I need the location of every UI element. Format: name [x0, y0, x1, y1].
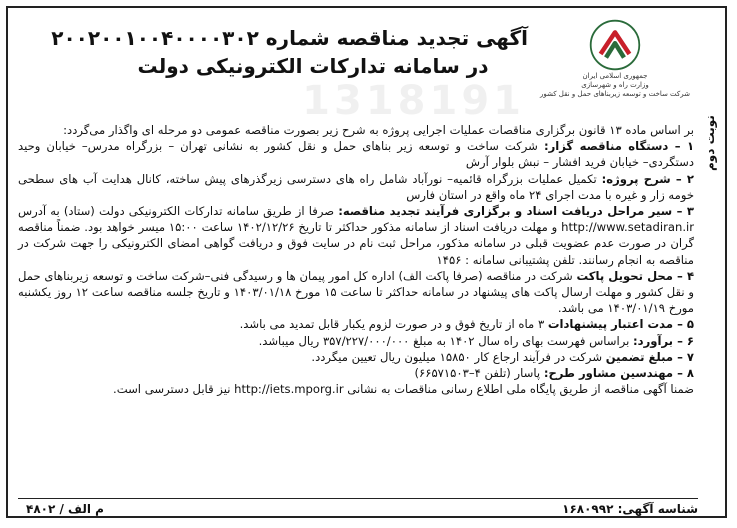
intro-paragraph: بر اساس ماده ۱۳ قانون برگزاری مناقصات عملیات اجرایی پروژه به شرح زیر بصورت مناقصه عمومی دو مرحله ای واگذار می‌گردد: — [63, 123, 694, 137]
logo-text-1: جمهوری اسلامی ایران — [582, 72, 648, 80]
iets-url-link[interactable]: http://iets.mporg.ir — [234, 382, 344, 397]
ministry-logo — [540, 18, 690, 118]
item-4 — [18, 268, 694, 317]
ad-body — [18, 122, 694, 397]
item-6-label: ۶ – برآورد: — [633, 333, 694, 348]
item-2-label: ۲ – شرح پروژه: — [601, 171, 694, 186]
logo-text-3: شرکت ساخت و توسعه زیربناهای حمل و نقل کشور — [540, 90, 690, 98]
item-1-text: شرکت ساخت و توسعه زیر بناهای حمل و نقل کشور به نشانی تهران – بزرگراه مدرس– خیابان وحید دستگردی– خیابان فرید افشار – نبش بلوار آرش — [18, 139, 694, 170]
item-1 — [18, 138, 694, 170]
item-3-text-before: صرفا از طریق سامانه تدارکات الکترونیکی دولت (ستاد) به آدرس — [18, 204, 335, 219]
item-5-text: ۳ ماه از تاریخ فوق و در صورت لزوم یکبار قابل تمدید می باشد. — [239, 317, 545, 332]
ad-footer — [18, 502, 698, 516]
ad-id: شناسه آگهی: ۱۶۸۰۹۹۲ — [562, 502, 698, 516]
ad-title-line1: آگهی تجدید مناقصه شماره ۲۰۰۲۰۰۱۰۰۴۰۰۰۰۳۰۲ — [51, 26, 528, 50]
setad-url-link[interactable]: http://www.setadiran.ir — [561, 220, 694, 235]
arrow-road-logo-icon — [588, 18, 642, 72]
ad-title-line2: در سامانه تدارکات الکترونیکی دولت — [137, 54, 489, 78]
item-7 — [18, 349, 694, 365]
item-2-text: تکمیل عملیات بزرگراه قائمیه– نورآباد شامل راه های دسترسی زیرگذرهای پیش ساخته، کانال هدایت آب های سطحی خومه زار و غیره با مدت اجرای ۲۴ ماه واقع در استان فارس — [18, 171, 694, 202]
item-4-text: شرکت در مناقصه (صرفا پاکت الف) اداره کل امور پیمان ها و رسیدگی فنی–شرکت ساخت و توسعه زیربناهای حمل و نقل کشور و مهلت ارسال پاکت های پیشنهاد در سامانه حداکثر تا ساعت ۱۵ مورخ ۱۴۰۳/۰۱/۱۸ و تاریخ جلسه مناقصه ساعت ۱۲ روز یکشنبه مورخ ۱۴۰۳/۰۱/۱۹ می باشد. — [18, 268, 694, 316]
item-5-label: ۵ – مدت اعتبار پیشنهادات — [547, 317, 694, 332]
item-6 — [18, 333, 694, 349]
ad-header — [51, 24, 528, 80]
item-3-label: ۳ – سیر مراحل دریافت اسناد و برگزاری فرآیند تجدید مناقصه: — [338, 204, 694, 219]
item-1-label: ۱ – دستگاه مناقصه گزار: — [543, 139, 695, 154]
item-8-label: ۸ – مهندسین مشاور طرح: — [543, 366, 694, 381]
ad-content — [18, 14, 698, 516]
item-8 — [18, 365, 694, 381]
item-6-text: براساس فهرست بهای راه سال ۱۴۰۲ به مبلغ ۳۵۷/۲۲۷/۰۰۰/۰۰۰ ریال میباشد. — [258, 333, 630, 348]
logo-text-2: وزارت راه و شهرسازی — [581, 81, 649, 89]
item-7-label: ۷ – مبلغ تضمین — [605, 349, 694, 364]
closing-paragraph — [18, 381, 694, 397]
item-8-text: پاسار (تلفن ۴–۶۶۵۷۱۵۰۳) — [414, 366, 541, 381]
item-4-label: ۴ – محل تحویل پاکت — [576, 268, 695, 283]
item-5 — [18, 316, 694, 332]
item-3-text-after: و مهلت دریافت اسناد از سامانه مذکور حداکثر تا تاریخ ۱۴۰۲/۱۲/۲۶ ساعت ۱۵:۰۰ میسر خواهد بود. ضمناً مناقصه گران در صورت عدم عضویت قبلی در سامانه مذکور، مراحل ثبت نام در سایت فوق و دریافت گواهی امضای الکترونیکی را جهت شرکت در مناقصه به انجام رسانند. تلفن پشتیبانی سامانه : ۱۴۵۶ — [18, 220, 694, 267]
round-badge: نوبت دوم — [703, 115, 717, 171]
closing-before: ضمنا آگهی مناقصه از طریق پایگاه ملی اطلاع رسانی مناقصات به نشانی — [347, 382, 694, 397]
item-7-text: شرکت در فرآیند ارجاع کار ۱۵۸۵۰ میلیون ریال تعیین میگردد. — [311, 349, 603, 364]
item-2 — [18, 171, 694, 203]
ad-code: م الف / ۴۸۰۲ — [26, 502, 104, 516]
closing-after: نیز قابل دسترسی است. — [113, 382, 231, 397]
watermark: 1318191 — [302, 78, 525, 124]
footer-divider — [18, 498, 698, 499]
ad-frame — [6, 6, 727, 518]
item-3 — [18, 203, 694, 268]
